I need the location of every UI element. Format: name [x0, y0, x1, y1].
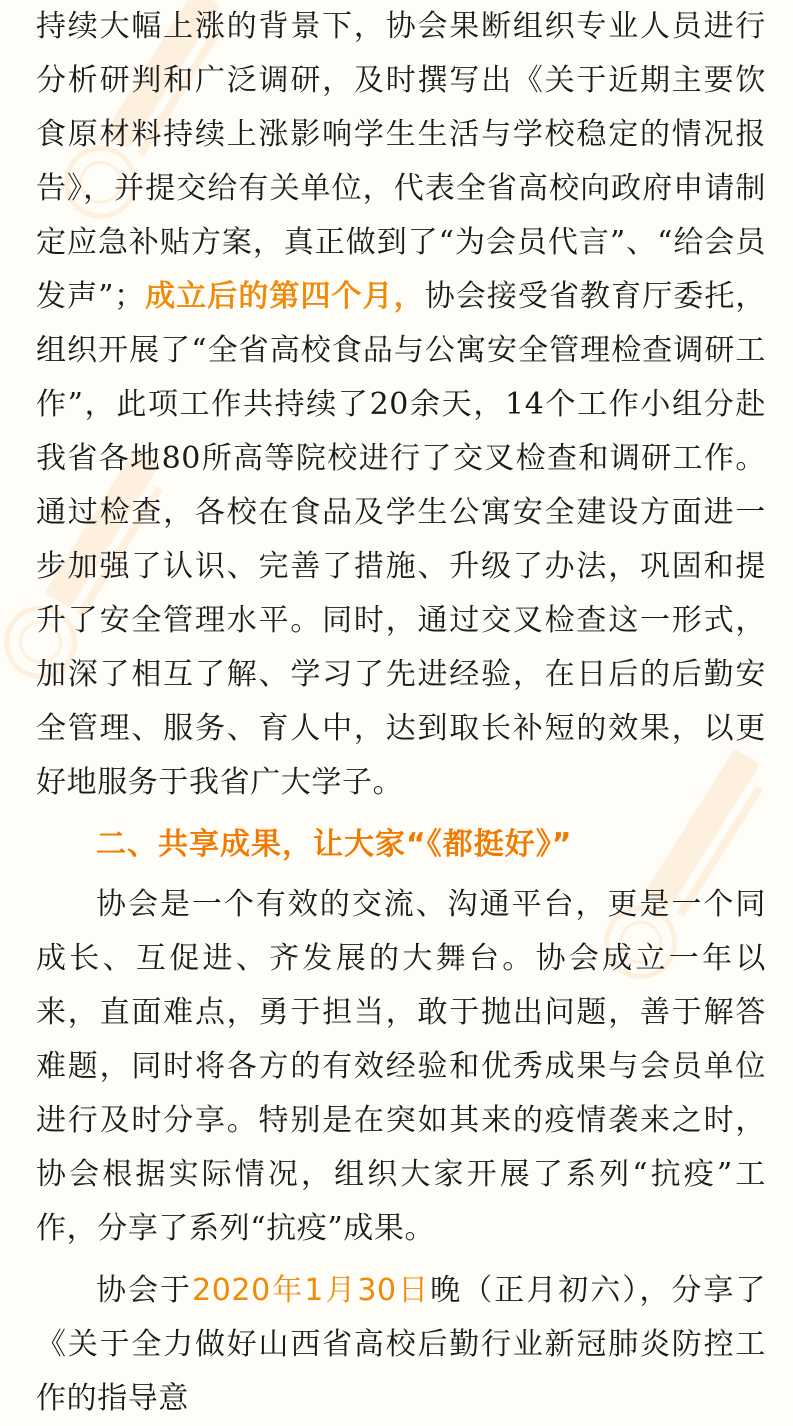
section-heading-2: 二、共享成果，让大家“《都挺好》” [96, 827, 573, 862]
paragraph-3-text-a: 协会于 [96, 1273, 193, 1308]
paragraph-3 [36, 1264, 766, 1426]
highlight-date: 2020年1月30日 [192, 1273, 431, 1308]
paragraph-1 [36, 0, 766, 810]
highlight-fourth-month: 成立后的第四个月， [144, 279, 425, 314]
paragraph-2: 协会是一个有效的交流、沟通平台，更是一个同成长、互促进、齐发展的大舞台。协会成立一年以来，直面难点，勇于担当，敢于抛出问题，善于解答难题，同时将各方的有效经验和优秀成果与会员单位进行及时分享。特别是在突如其来的疫情袭来之时，协会根据实际情况，组织大家开展了系列“抗疫”工作，分享了系列“抗疫”成果。 [36, 887, 766, 1246]
document-body [36, 0, 766, 1426]
paragraph-gap [36, 1256, 766, 1264]
paragraph-3-text-b: 晚（正月初六），分享了《关于全力做好山西省高校后勤行业新冠肺炎防控工作的指导意 [36, 1273, 766, 1416]
paragraph-1-text-b: 协会接受省教育厅委托，组织开展了“全省高校食品与公寓安全管理检查调研工作”，此项工作共持续了20余天，14个工作小组分赴我省各地80所高等院校进行了交叉检查和调研工作。通过检查，各校在食品及学生公寓安全建设方面进一步加强了认识、完善了措施、升级了办法，巩固和提升了安全管理水平。同时，通过交叉检查这一形式，加深了相互了解、学习了先进经验，在日后的后勤安全管理、服务、育人中，达到取长补短的效果，以更好地服务于我省广大学子。 [36, 279, 766, 800]
paragraph-1-text-a: 持续大幅上涨的背景下，协会果断组织专业人员进行分析研判和广泛调研，及时撰写出《关于近期主要饮食原材料持续上涨影响学生生活与学校稳定的情况报告》，并提交给有关单位，代表全省高校向政府申请制定应急补贴方案，真正做到了“为会员代言”、“给会员发声”； [36, 9, 766, 314]
